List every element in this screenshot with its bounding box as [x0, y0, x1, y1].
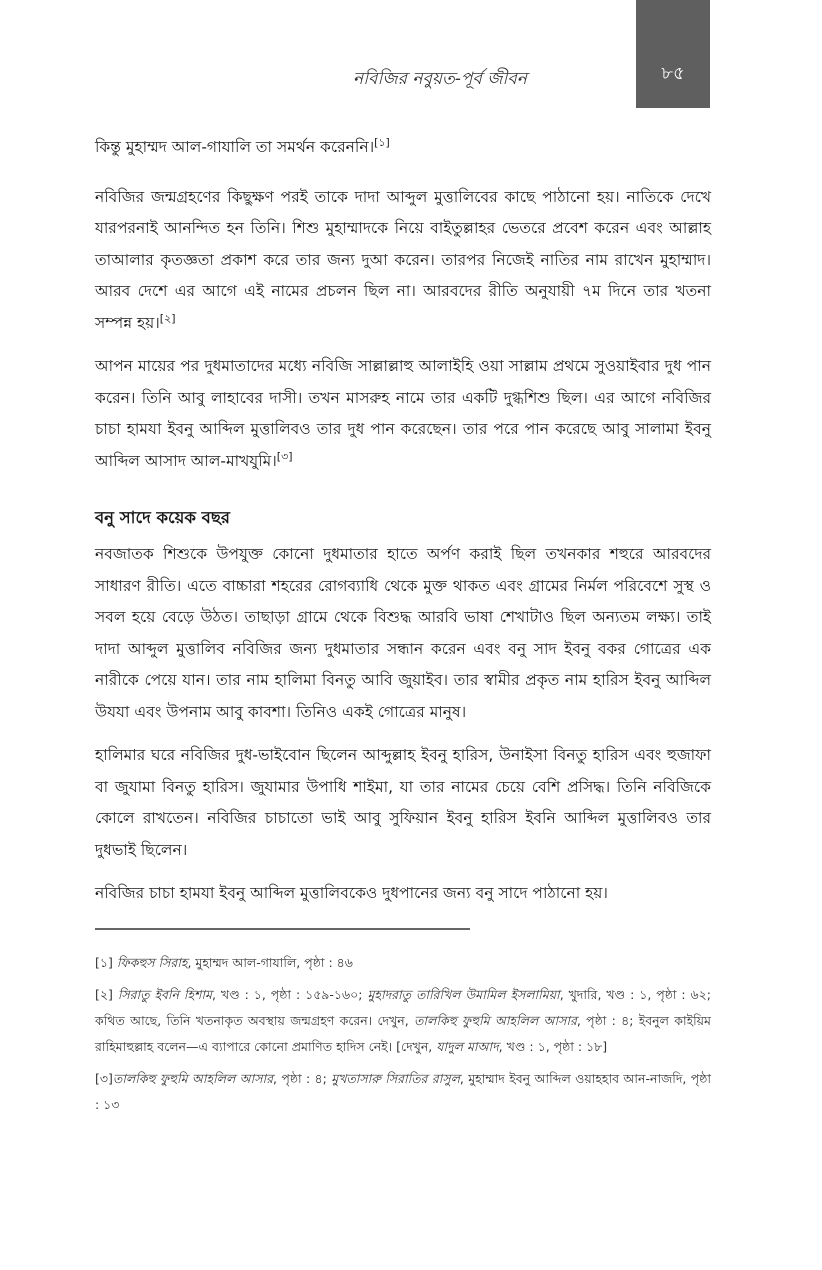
- running-title: নবিজির নবুয়ত-পূর্ব জীবন: [353, 69, 527, 89]
- footnote-2: [95, 982, 711, 1060]
- footnote-text: , পৃষ্ঠা : ৪;: [272, 1071, 332, 1086]
- paragraph-text: আপন মায়ের পর দুধমাতাদের মধ্যে নবিজি সাল্লাল্লাহু আলাইহি ওয়া সাল্লাম প্রথমে সুওয়াইবার দুধ পান করেন। তিনি আবু লাহাবের দাসী। তখন মাসরুহ নামে তার একটি দুগ্ধশিশু ছিল। এর আগে নবিজির চাচা হামযা ইবনু আব্দিল মুত্তালিবও তার দুধ পান করেছেন। তার পরে পান করেছে আবু সালামা ইবনু আব্দিল আসাদ আল-মাখযুমি।: [95, 357, 711, 470]
- book-title: মুহাদরাতু তারিখিল উমামিল ইসলামিয়া: [367, 987, 560, 1002]
- book-title: তালকিহু ফুহুমি আহলিল আসার: [414, 1013, 577, 1028]
- footnote-text: , খণ্ড : ১, পৃষ্ঠা : ১৮]: [498, 1039, 608, 1054]
- paragraph: হালিমার ঘরে নবিজির দুধ-ভাইবোন ছিলেন আব্দুল্লাহ ইবনু হারিস, উনাইসা বিনতু হারিস এবং হুজাফা বা জুযামা বিনতু হারিস। জুযামার উপাধি শাইমা, যা তার নামের চেয়ে বেশি প্রসিদ্ধ। তিনি নবিজিকে কোলে রাখতেন। নবিজির চাচাতো ভাই আবু সুফিয়ান ইবনু হারিস ইবনি আব্দিল মুত্তালিবও তার দুধভাই ছিলেন।: [95, 746, 711, 859]
- footnote-mark: [৩]: [95, 1071, 113, 1086]
- main-text: [95, 132, 711, 922]
- paragraph-text: নবিজির জন্মগ্রহণের কিছুক্ষণ পরই তাকে দাদা আব্দুল মুত্তালিবের কাছে পাঠানো হয়। নাতিকে দেখে যারপরনাই আনন্দিত হন তিনি। শিশু মুহাম্মাদকে নিয়ে বাইতুল্লাহর ভেতরে প্রবেশ করেন এবং আল্লাহ তাআলার কৃতজ্ঞতা প্রকাশ করে তার জন্য দুআ করেন। তারপর নিজেই নাতির নাম রাখেন মুহাম্মাদ। আরব দেশে এর আগে এই নামের প্রচলন ছিল না। আরবদের রীতি অনুযায়ী ৭ম দিনে তার খতনা সম্পন্ন হয়।: [95, 187, 711, 332]
- paragraph: [95, 132, 711, 164]
- page-number-box: [636, 0, 710, 108]
- footnote-reference[interactable]: [৩]: [276, 449, 293, 463]
- footnote-text: , পৃষ্ঠা : ৪; ইবনুল কাইয়িম রাহিমাহুল্লাহ বলেন—এ ব্যাপারে কোনো প্রমাণিত হাদিস নেই। [দেখুন,: [95, 1013, 711, 1054]
- page-number: ৮৫: [661, 63, 685, 84]
- footnote-text: , খুদারি, খণ্ড : ১, পৃষ্ঠা : ৬২; কথিত আছে, তিনি খতনাকৃত অবস্থায় জন্মগ্রহণ করেন। দেখুন,: [95, 987, 711, 1028]
- footnote-text: , মুহাম্মদ আল-গাযালি, পৃষ্ঠা : ৪৬: [187, 955, 353, 970]
- paragraph-text: কিন্তু মুহাম্মদ আল-গাযালি তা সমর্থন করেননি।: [95, 138, 375, 156]
- paragraph: [95, 182, 711, 340]
- book-title: যাদুল মাআদ: [436, 1039, 499, 1054]
- paragraph: [95, 351, 711, 477]
- footnote-reference[interactable]: [২]: [159, 311, 176, 325]
- book-title: মুখতাসারু সিরাতির রাসুল: [331, 1071, 460, 1086]
- footnote-mark: [২]: [95, 987, 113, 1002]
- footnote-mark: [১]: [95, 955, 113, 970]
- paragraph: নবিজির চাচা হামযা ইবনু আব্দিল মুত্তালিবকেও দুধপানের জন্য বনু সাদে পাঠানো হয়।: [95, 884, 608, 902]
- footnote-divider: [95, 928, 470, 930]
- footnotes: [95, 950, 711, 1124]
- footnote-3: [95, 1066, 711, 1118]
- footnote-1: [95, 950, 711, 976]
- footnote-text: , মুহাম্মাদ ইবনু আব্দিল ওয়াহহাব আন-নাজদি, পৃষ্ঠা : ১৩: [95, 1071, 712, 1112]
- footnote-text: , খণ্ড : ১, পৃষ্ঠা : ১৫৯-১৬০;: [212, 987, 368, 1002]
- footnote-reference[interactable]: [১]: [374, 135, 390, 149]
- book-title: তালকিহু ফুহুমি আহলিল আসার: [112, 1071, 273, 1086]
- section-heading: বনু সাদে কয়েক বছর: [95, 508, 230, 527]
- book-title: ফিকহুস সিরাহ: [116, 955, 188, 970]
- book-title: সিরাতু ইবনি হিশাম: [117, 987, 212, 1002]
- paragraph: নবজাতক শিশুকে উপযুক্ত কোনো দুধমাতার হাতে অর্পণ করাই ছিল তখনকার শহুরে আরবদের সাধারণ রীতি। এতে বাচ্চারা শহরের রোগব্যাধি থেকে মুক্ত থাকত এবং গ্রামের নির্মল পরিবেশে সুস্থ ও সবল হয়ে বেড়ে উঠত। তাছাড়া গ্রামে থেকে বিশুদ্ধ আরবি ভাষা শেখাটাও ছিল অন্যতম লক্ষ্য। তাই দাদা আব্দুল মুত্তালিব নবিজির জন্য দুধমাতার সন্ধান করেন এবং বনু সাদ ইবনু বকর গোত্রের এক নারীকে পেয়ে যান। তার নাম হালিমা বিনতু আবি জুয়াইব। তার স্বামীর প্রকৃত নাম হারিস ইবনু আব্দিল উযযা এবং উপনাম আবু কাবশা। তিনিও একই গোত্রের মানুষ।: [95, 545, 711, 721]
